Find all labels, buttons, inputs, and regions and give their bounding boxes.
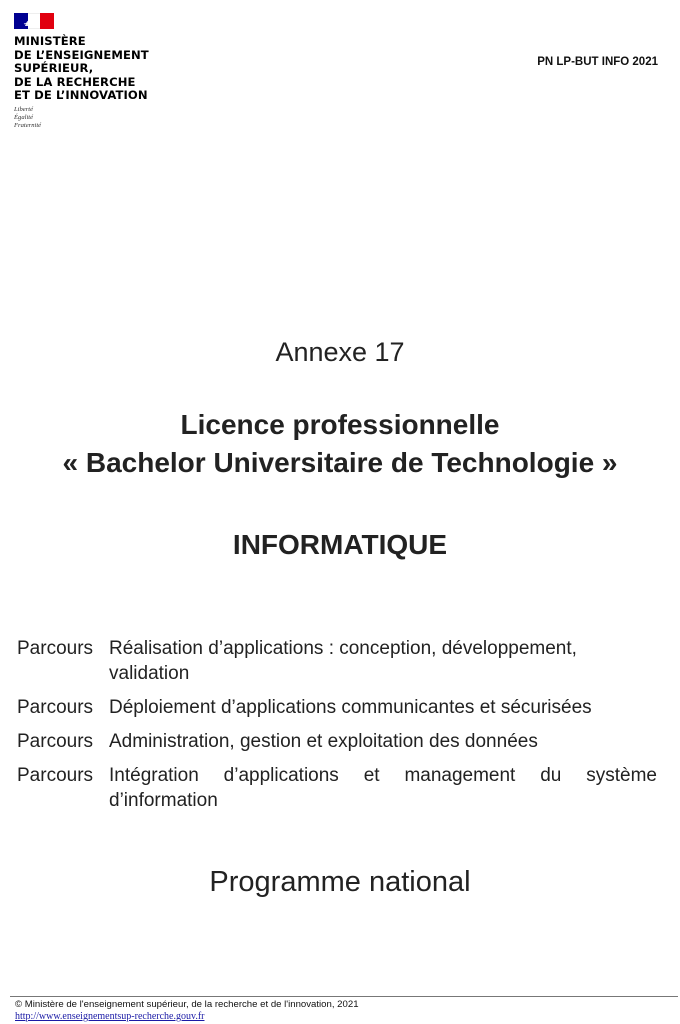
marianne-profile-icon	[21, 15, 39, 27]
footer-copyright: © Ministère de l'enseignement supérieur, de la recherche et de l'innovation, 2021	[15, 999, 359, 1010]
parcours-item	[17, 763, 657, 813]
parcours-item	[17, 636, 657, 686]
ministry-name: MINISTÈRE DE L’ENSEIGNEMENT SUPÉRIEUR, DE LA RECHERCHE ET DE L’INNOVATION	[14, 34, 149, 103]
parcours-label: Parcours	[17, 765, 94, 786]
document-reference: PN LP-BUT INFO 2021	[537, 56, 658, 68]
marianne-flag-icon	[14, 13, 54, 29]
document-title	[0, 406, 680, 482]
parcours-text: Intégration d’applications et management du système d’information	[109, 765, 657, 811]
parcours-item	[17, 695, 657, 720]
parcours-label: Parcours	[17, 638, 94, 659]
programme-heading: Programme national	[209, 866, 471, 898]
title-line-2: « Bachelor Universitaire de Technologie »	[62, 447, 618, 478]
title-line-1: Licence professionnelle	[180, 409, 500, 440]
footer-website-link[interactable]: http://www.enseignementsup-recherche.gouv.fr	[15, 1011, 205, 1022]
parcours-text: Réalisation d’applications : conception, développement, validation	[109, 638, 577, 684]
parcours-label: Parcours	[17, 697, 94, 718]
subject-heading: INFORMATIQUE	[232, 529, 448, 560]
parcours-text: Administration, gestion et exploitation des données	[109, 731, 538, 752]
parcours-label: Parcours	[17, 731, 94, 752]
ministry-logo	[14, 13, 189, 130]
parcours-text: Déploiement d’applications communicantes et sécurisées	[109, 697, 592, 718]
annex-heading: Annexe 17	[275, 337, 405, 367]
republic-motto: Liberté Égalité Fraternité	[14, 105, 42, 129]
parcours-list	[17, 636, 657, 822]
parcours-item	[17, 729, 657, 754]
footer-divider	[10, 996, 678, 997]
